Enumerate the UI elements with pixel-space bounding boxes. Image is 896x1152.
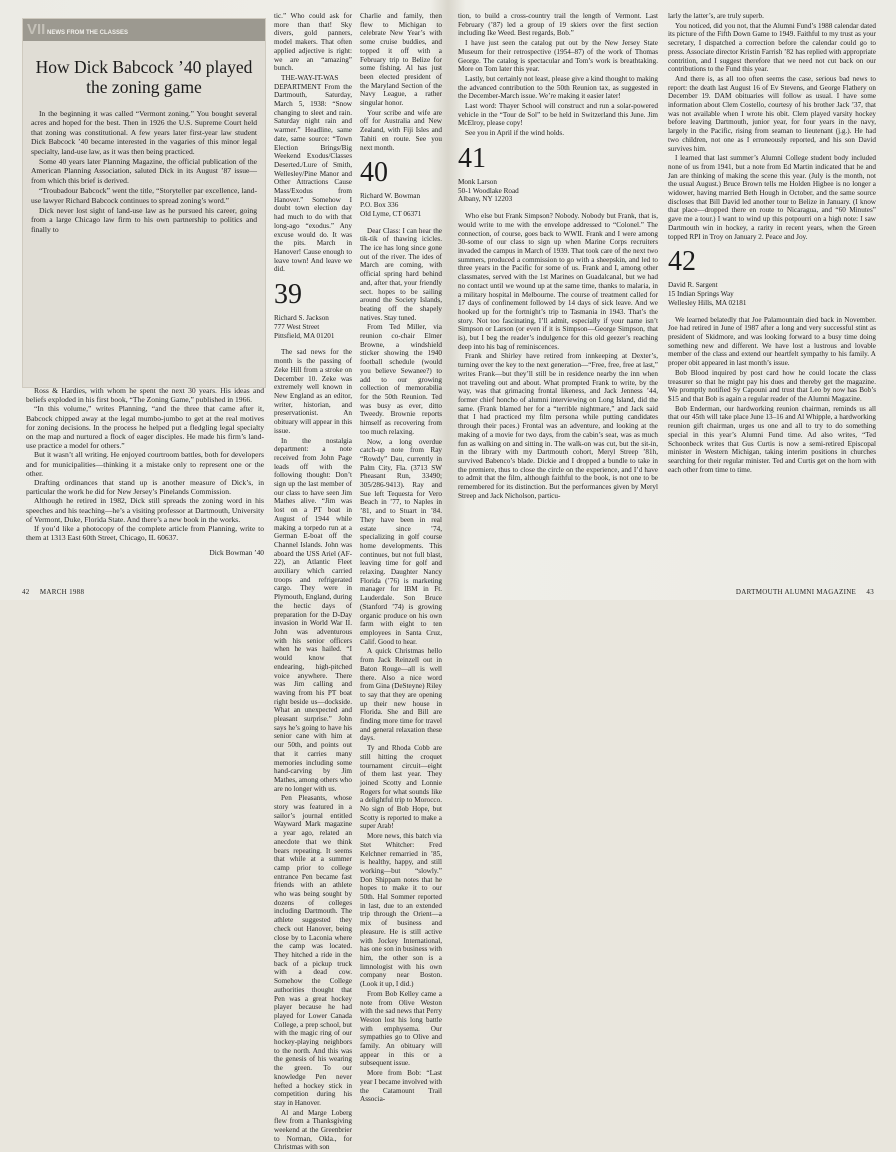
column-3 xyxy=(360,12,442,1104)
column-4 xyxy=(458,12,658,580)
column-paragraph: Bob Enderman, our hardworking reunion chairman, reminds us all that our 45th will take place June 13–16 and Al Whipple, a hardworking reunion gift chairman, urges us one and all to try to do something special in this year’s Alumni Fund time. Ad also writes, “Ted Schoonbeck writes that Gus Curtis is now a semi-retired Episcopal minister in Western Michigan, taking interim positions in churches searching for their regular minister. Ted and Curtis get on the horn with each other from time to time. xyxy=(668,404,876,474)
class-year-number: 42 xyxy=(668,246,696,278)
address-line: Wellesley Hills, MA 02181 xyxy=(668,298,747,307)
class-secretary-address xyxy=(360,192,442,218)
feature-box xyxy=(22,18,266,388)
feature-paragraph: Drafting ordinances that stand up is another measure of Dick’s, in particular the work he did for New Jersey’s Pinelands Commission. xyxy=(26,478,264,497)
address-line: Richard W. Bowman xyxy=(360,192,421,201)
feature-paragraph: Although he retired in 1982, Dick still spreads the zoning word in his speeches and his teaching—he’s a visiting professor at Dartmouth, University of Vermont, Duke, Florida State. And there’s a new book in the works. xyxy=(26,496,264,524)
box-header-band xyxy=(23,19,265,41)
column-paragraph: tion, to build a cross-country trail the length of Vermont. Last February (’87) led a group of 19 skiers over the first section including Ike Weed. Best regards, Bob.” xyxy=(458,12,658,38)
box-header-tag: VII xyxy=(27,21,46,38)
feature-paragraph: Ross & Hardies, with whom he spent the next 30 years. His ideas and beliefs exploded in his first book, “The Zoning Game,” published in 1966. xyxy=(26,386,264,405)
class-secretary-address xyxy=(274,314,352,340)
feature-signature: Dick Bowman ’40 xyxy=(209,548,264,558)
feature-headline: How Dick Babcock ’40 played the zoning game xyxy=(35,57,253,97)
address-line: Richard S. Jackson xyxy=(274,314,329,323)
column-paragraph: Lastly, but certainly not least, please give a kind thought to making the advanced contribution to the 50th Reunion tax, as suggested in the December-March issue. We’re making it easier later! xyxy=(458,74,658,101)
feature-paragraph: Some 40 years later Planning Magazine, the official publication of the American Planning Association, saluted Dick in its August ’87 issue—from which this brief is derived. xyxy=(31,157,257,185)
right-page xyxy=(448,0,896,600)
column-paragraph: tic.” Who could ask for more than that! Sky divers, gold panners, model makers. That often applied adjective is right: we are an “amazing” bunch. xyxy=(274,12,352,73)
box-header-text: NEWS FROM THE CLASSES xyxy=(47,30,129,36)
column-2 xyxy=(274,12,352,1152)
column-paragraph: I have just seen the catalog put out by the New Jersey State Museum for their retrospective (1954–87) of the work of Thomas George. The catalog is spectacular and Tom’s work is breathtaking. More on Tom later this year. xyxy=(458,39,658,74)
address-line: Old Lyme, CT 06371 xyxy=(360,209,422,218)
address-line: Monk Larson xyxy=(458,177,497,186)
address-line: 50-1 Woodlake Road xyxy=(458,186,519,195)
class-secretary-address xyxy=(458,178,658,204)
footer-left xyxy=(22,588,84,596)
address-line: David R. Sargent xyxy=(668,281,718,290)
feature-paragraph: Dick never lost sight of land-use law as he pursued his career, going from a large Chicago law firm to his own partnership to politics and finally to xyxy=(31,206,257,234)
column-paragraph: We learned belatedly that Joe Palamountain died back in November. Joe had retired in June of 1987 after a long and very successful stint as president of Skidmore, and was looking forward to a busy time doing something new and different. We have lost a lustrous and lovable member of the class and extend our heartfelt sympathy to his family. A proper obit appeared in last month’s issue. xyxy=(668,315,876,368)
column-paragraph: Pen Pleasants, whose story was featured in a sailor’s journal entitled Wayward Mark magazine a year ago, related an anecdote that we think bears repeating. It seems that while at a summer camp prior to college entrance Pen became fast friends with an athlete who was being sought by dozens of colleges including Dartmouth. The athlete suggested they check out Hanover, being close by to Laconia where the camp was located. They hitched a ride in the back of a pickup truck with a dead cow. Somehow the College authorities thought that Pen was a great hockey player because he had played for Lower Canada College, a prep school, but with the magic ring of our hockey-playing neighbors to the north. And this was the genesis of his wearing the green. To our knowledge Pen never hefted a hockey stick in competition during his stay in Hanover. xyxy=(274,794,352,1107)
address-line: 777 West Street xyxy=(274,322,320,331)
column-paragraph: Al and Marge Loberg flew from a Thanksgiving weekend at the Greenbrier to Norman, Okla., for Christmas with son xyxy=(274,1108,352,1152)
column-paragraph: larly the latter’s, are truly superb. xyxy=(668,12,764,20)
column-paragraph: Dear Class: I can hear the tik-tik of thawing icicles. The ice has long since gone out of the river. The ides of March are coming, with official spring hard behind and, after that, your friendly sect. hopes to be sailing around the Society Islands, beating off the shapely natives. Stay tuned. xyxy=(360,226,442,322)
issue-date: MARCH 1988 xyxy=(39,588,85,596)
column-paragraph: Ty and Rhoda Cobb are still hitting the croquet tournament circuit—eight of them last year. They joined Scotty and Lonnie Rogers for what sounds like a delightful trip to Morocco. No sign of Bob Hope, but Scotty is reported to make a super Arab! xyxy=(360,744,442,831)
footer-right xyxy=(736,588,874,596)
column-paragraph: And there is, as all too often seems the case, serious bad news to report: the death last August 16 of Ev Stevens, and George Flathery on December 19. DAM obituaries will follow as usual. I have some information about Clem Costello, courtesy of his brother Jack ’37, that was not available when I wrote his obit. Clem played varsity hockey before leaving Dartmouth, junior year, for four years in the navy, largely in the Pacific, rising from seaman to lieutenant (j.g.). He had two children, not one as I erroneously reported, and his son David survives him. xyxy=(668,74,876,153)
column-paragraph: Bob Blood inquired by post card how he could locate the class treasurer so that he might pay his dues and thereby get the magazine. We promptly notified Sy Capouni and trust that Leo by now has Bob’s $15 and that Bob is again a regular reader of the Alumni Magazine. xyxy=(668,368,876,403)
feature-paragraph: But it wasn’t all writing. He enjoyed courtroom battles, both for developers and for municipalities—thinking it a mistake only to represent one or the other. xyxy=(26,450,264,478)
column-paragraph: The sad news for the month is the passing of Zeke Hill from a stroke on December 10. Zeke was extremely well known in New England as an editor, writer, historian, and preservationist. An obituary will appear in this issue. xyxy=(274,348,352,435)
page-number: 42 xyxy=(22,588,30,596)
column-5 xyxy=(668,12,876,580)
column-paragraph: More from Bob: “Last year I became involved with the Catamount Trail Associa- xyxy=(360,1069,442,1104)
class-secretary-address xyxy=(668,281,876,307)
feature-paragraph: “Troubadour Babcock” went the title, “Storyteller par excellence, land-use lawyer Richard Babcock continues to spread zoning’s word.” xyxy=(31,186,257,205)
class-year-number: 41 xyxy=(458,142,486,174)
column-paragraph: Frank and Shirley have retired from innkeeping at Dexter’s, turning over the key to the next generation—“Free, free, free at last,” writes Frank—but they’ll still be in residence nearby the inn when not traveling out and about. What prompted Frank to write, by the way, was that grimacing frontal likeness, and Jack Jenness ’44, former chief honcho of alumni interviewing on Long Island, did the same. (Frank blamed her for a “terrible nightmare,” and Jack said that I had practiced my film persona while putting candidates through their paces.) Frontal was an adventure, and looking at the making of a movie for two days, from the cabin’s seat, was as much fun as walking on and sitting in. The walk-on was cut, but the sit-in, in the library with my Dartmouth cohort, Meryl Streep ’81h, survived Babenco’s blade. Dickie and I dropped a bundle to take in the premiere, thus to close the circle on the experience, and I’d have to admit that the film, although faithful to the book, is not one to be remembered for its distinction. But the performances given by Meryl Streep and Jack Nicholson, particu- xyxy=(458,352,658,500)
column-paragraph: You noticed, did you not, that the Alumni Fund’s 1988 calendar dated its picture of the Fifth Down Game to 1949. Faithful to my trust as your secretary, I dispatched a correction before the calendar could go to press. Associate director Kristin Farrish ’82 has replied with appropriate contrition, and I suggest therefore that we need not cut back on our contributions to the Fund this year. xyxy=(668,21,876,74)
feature-intro xyxy=(31,109,257,235)
address-line: P.O. Box 336 xyxy=(360,201,399,210)
column-paragraph: Your scribe and wife are off for Australia and New Zealand, with Fiji Isles and Tahiti en route. See you next month. xyxy=(360,108,442,152)
magazine-name: DARTMOUTH ALUMNI MAGAZINE xyxy=(735,588,857,596)
feature-paragraph: In the beginning it was called “Vermont zoning.” You bought several acres and hoped for the best. Then in 1926 the U.S. Supreme Court held that zoning was constitutional. A few years later first-year law student Dick Babcock ’40 became interested in the vagaries of this minor legal specialty, land-use law, as it was then being practiced. xyxy=(31,109,257,156)
column-paragraph: Charlie and family, then flew to Michigan to celebrate New Year’s with some cruise buddies, and topped it off with a February trip to Belize for some fishing. Al has just been elected president of the Maryland Section of the Navy League, a rather singular honor. xyxy=(360,12,442,108)
feature-paragraph: If you’d like a photocopy of the complete article from Planning, write to them at 1313 East 60th Street, Chicago, IL 60637. xyxy=(26,524,264,543)
feature-body xyxy=(26,386,264,558)
column-paragraph: I learned that last summer’s Alumni College student body included none of us from 1941, but a note from Ed Martin indicated that he and Jan are thinking of making the scene this year. (July is the month, not the usual August.) Bruce Brown tells me Holden Higbee is no longer a widower, having married Beth Hough in October, and the same source discloses that Bill David led another tour to Belize in January. (I know that place—dropped there en route to Nicaragua, and “60 Minutes” gave me a tour.) I want to wind up this potpourri on a high note: I saw Dartmouth win in hockey, a rarity in recent years, when the Green topped RPI in Troy on January 2. Peace and Joy. xyxy=(668,154,876,241)
class-year-number: 39 xyxy=(274,279,302,311)
column-paragraph: THE-WAY-IT-WAS DEPARTMENT From the Dartmouth, Saturday, March 5, 1938: “Snow changing to sleet and rain. Saturday night rain and warmer.” Headline, same date, same source: “Town Election Brings/Big Weekend Exodus/Classes Deserted./Lure of Smith, Wellesley/Pine Manor and Other Attractions Cause Mass/Exodus from Hanover.” Somehow I doubt town election day had much to do with that long-ago “exodus.” Any excuse would do. It was the pits. March in Hanover! Cause enough to leave town! And leave we did. xyxy=(274,73,352,274)
column-paragraph: In the nostalgia department: a note received from John Page leads off with the following thought: Don’t sign up the last member of our class to have seen Jim Mathes alive. “Jim was lost on a PT boat in August of 1944 while making a torpedo run at a German E-boat off the Channel Islands. John was aboard the USS Ariel (AF-22), an Atlantic Fleet auxiliary which carried troops and refrigerated cargo. They were in Plymouth, England, during the hectic days of preparation for the D-Day invasion in World War II. John was adventurous with his senior officers when he was hailed. “I would know that endearing, high-pitched voice anywhere. There was Jim calling and waving from his PT boat right beside us—dockside. What an unexpected and pleasant surprise.” John says he’s going to have his senior cane with him at our 50th, and points out that it carries many memories including some hand-carving by Jim Mathes, among others who are no longer with us. xyxy=(274,436,352,793)
column-paragraph: From Ted Miller, via reunion co-chair Elmer Browne, a windshield sticker showing the 1940 football schedule (would you believe Sewanee?) to add to our growing collection of memorabilia for the 50th Reunion. Ted was busy as ever, ditto Tweedy. Brownie reports himself as recovering from too much relaxing. xyxy=(360,323,442,436)
address-line: Albany, NY 12203 xyxy=(458,195,513,204)
column-paragraph: Last word: Thayer School will construct and run a solar-powered vehicle in the “Tour de Sol” to be held in Switzerland this June. Jim McElroy, please copy! xyxy=(458,102,658,128)
column-paragraph: From Bob Kelley came a note from Olive Weston with the sad news that Perry Weston lost his long battle with emphysema. Our sympathies go to Olive and family. An obituary will appear in this or a subsequent issue. xyxy=(360,989,442,1068)
page-number: 43 xyxy=(866,588,874,596)
column-paragraph: A quick Christmas hello from Jack Reinzell out in Baton Rouge—all is well there. Also a nice word from Gina (DeSteyne) Riley to say that they are opening up their new house in Florida. She and Bill are finding more time for travel and general relaxation these days. xyxy=(360,647,442,743)
address-line: Pittsfield, MA 01201 xyxy=(274,331,335,340)
column-paragraph: Now, a long overdue catch-up note from Ray “Rowdy” Dau, currently in Palm City, Fla. (3713 SW Pheasant Run, 33490; 305/286-9413). Ray and Sue left Tequesta for Vero Beach in ’77, to Naples in ’81, and to Stuart in ’84. They have been in real estate since ’74, specializing in golf course home developments. This continues, but not full blast, leaving time for golf and relaxing. Daughter Nancy Florida (’76) is marketing manager for IBM in Ft. Lauderdale. Son Bruce (Stanford ’74) is growing organic produce on his own farm with eight to ten employees in Santa Cruz, Calif. Good to hear. xyxy=(360,437,442,646)
address-line: 15 Indian Springs Way xyxy=(668,290,734,299)
feature-paragraph: “In this volume,” writes Planning, “and the three that came after it, Babcock chipped away at the legal mumbo-jumbo to get at the real motives for zoning decisions. In the process he helped put a fledgling legal specialty on the map and nurtured a flock of eager disciples. He made his firm’s land-use practice a model for others.” xyxy=(26,404,264,451)
class-year-number: 40 xyxy=(360,157,388,189)
column-paragraph: See you in April if the wind holds. xyxy=(465,129,565,138)
column-paragraph: More news, this batch via Stet Whitcher: Fred Kelchner remarried in ’85, is healthy, happy, and still working—but “slowly.” Don Shippam notes that he hopes to make it to our 50th. Hal Sommer reported in last, due to an extended trip through the Orient—a mix of business and pleasure. He is still active with Jockey International, has one son in business with him, the other son is a limnologist with his own company near Boston. (Look it up, I did.) xyxy=(360,832,442,989)
column-paragraph: Who else but Frank Simpson? Nobody. Nobody but Frank, that is, would write to me with the envelope addressed to “Colonel.” The connection, of course, goes back to WWII. Frank and I were among 30-some of our class to sign up when Marine Corps recruiters invaded the campus in March of 1939. That took care of the next two summers, produced a commission to go with a sheepskin, and led to three years in the Pacific for some of us. Frank and I, among other classmates, served with the 1st Marines on Guadalcanal, but we had no contact until we wound up at the same time, thanks to malaria, in a military hospital in Melbourne. The course of treatment called for 17 days of confinement followed by 14 days of sick leave. And we hooked up for the fortnight’s trip to Tasmania in 1943. That’s the story. Not too fascinating, I’ll admit, especially if your name isn’t Simpson or Larson (or even if it is Simpson—George Simpson, that is), but I beg the reader’s indulgence for this old geezer’s reaching deep into his bag of reminiscences. xyxy=(458,212,658,351)
